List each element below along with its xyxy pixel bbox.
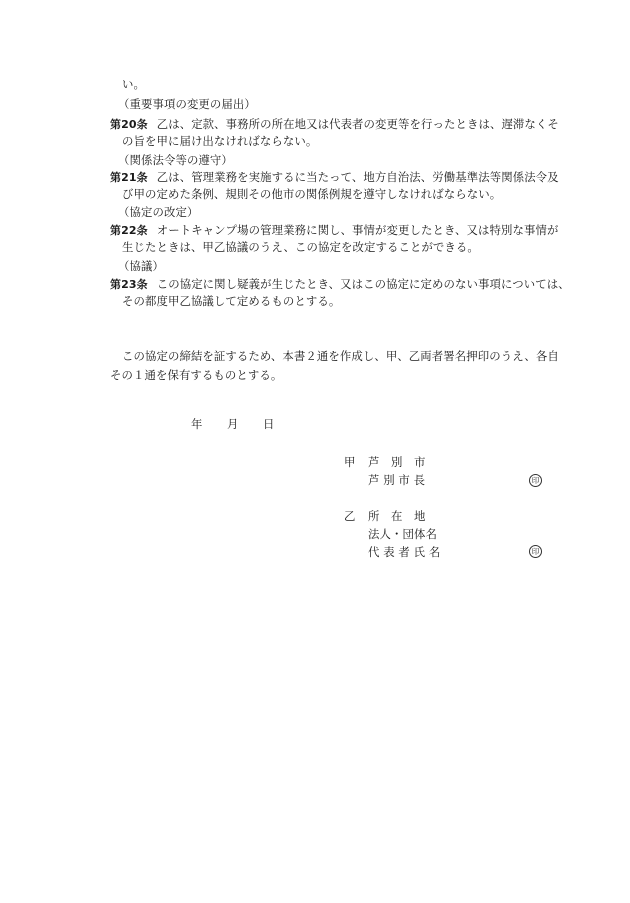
party-a-seal-mark: 印 (529, 474, 542, 487)
party-b-address: 所 在 地 (368, 509, 426, 523)
party-b-mark: 乙 (344, 509, 356, 523)
article-23-line-2: その都度甲乙協議して定めるものとする。 (122, 294, 341, 308)
party-b-representative: 代 表 者 氏 名 (368, 545, 441, 559)
article-21-line-1 (110, 169, 559, 186)
article-22-number: 第22条 (110, 224, 148, 237)
party-b-seal-mark: 印 (529, 545, 542, 558)
article-22-heading: （協定の改定） (118, 205, 199, 219)
article-21-number: 第21条 (110, 171, 148, 184)
article-20-heading: （重要事項の変更の届出） (118, 97, 256, 111)
article-23-text-1: この協定に関し疑義が生じたとき、又はこの協定に定めのない事項については、 (156, 277, 570, 291)
article-21-heading: （関係法令等の遵守） (118, 153, 233, 167)
date-month: 月 (227, 417, 239, 431)
date-year: 年 (191, 417, 203, 431)
article-22-text-1: オートキャンプ場の管理業務に関し、事情が変更したとき、又は特別な事情が (156, 223, 559, 237)
article-21-text-1: 乙は、管理業務を実施するに当たって、地方自治法、労働基準法等関係法令及 (156, 170, 559, 184)
article-21-line-2: び甲の定めた条例、規則その他市の関係例規を遵守しなければならない。 (122, 187, 502, 201)
party-a-address: 芦 別 市 (368, 455, 426, 469)
article-23-number: 第23条 (110, 278, 148, 291)
article-20-number: 第20条 (110, 118, 148, 131)
date-day: 日 (263, 417, 275, 431)
article-23-line-1 (110, 276, 570, 293)
party-a-mark: 甲 (344, 455, 356, 469)
closing-line-2: その１通を保有するものとする。 (110, 368, 283, 382)
article-22-line-2: 生じたときは、甲乙協議のうえ、この協定を改定することができる。 (122, 240, 479, 254)
closing-line-1: この協定の締結を証するため、本書２通を作成し、甲、乙両者署名押印のうえ、各自 (122, 349, 559, 363)
article-20-line-2: の旨を甲に届け出なければならない。 (122, 134, 318, 148)
party-b-organization: 法人・団体名 (368, 527, 437, 541)
party-a-title: 芦 別 市 長 (368, 473, 426, 487)
article-22-line-1 (110, 222, 558, 239)
previous-article-tail: い。 (122, 77, 145, 91)
article-23-heading: （協議） (118, 259, 164, 273)
article-20-text-1: 乙は、定款、事務所の所在地又は代表者の変更等を行ったときは、遅滞なくそ (156, 117, 559, 131)
article-20-line-1 (110, 116, 559, 133)
